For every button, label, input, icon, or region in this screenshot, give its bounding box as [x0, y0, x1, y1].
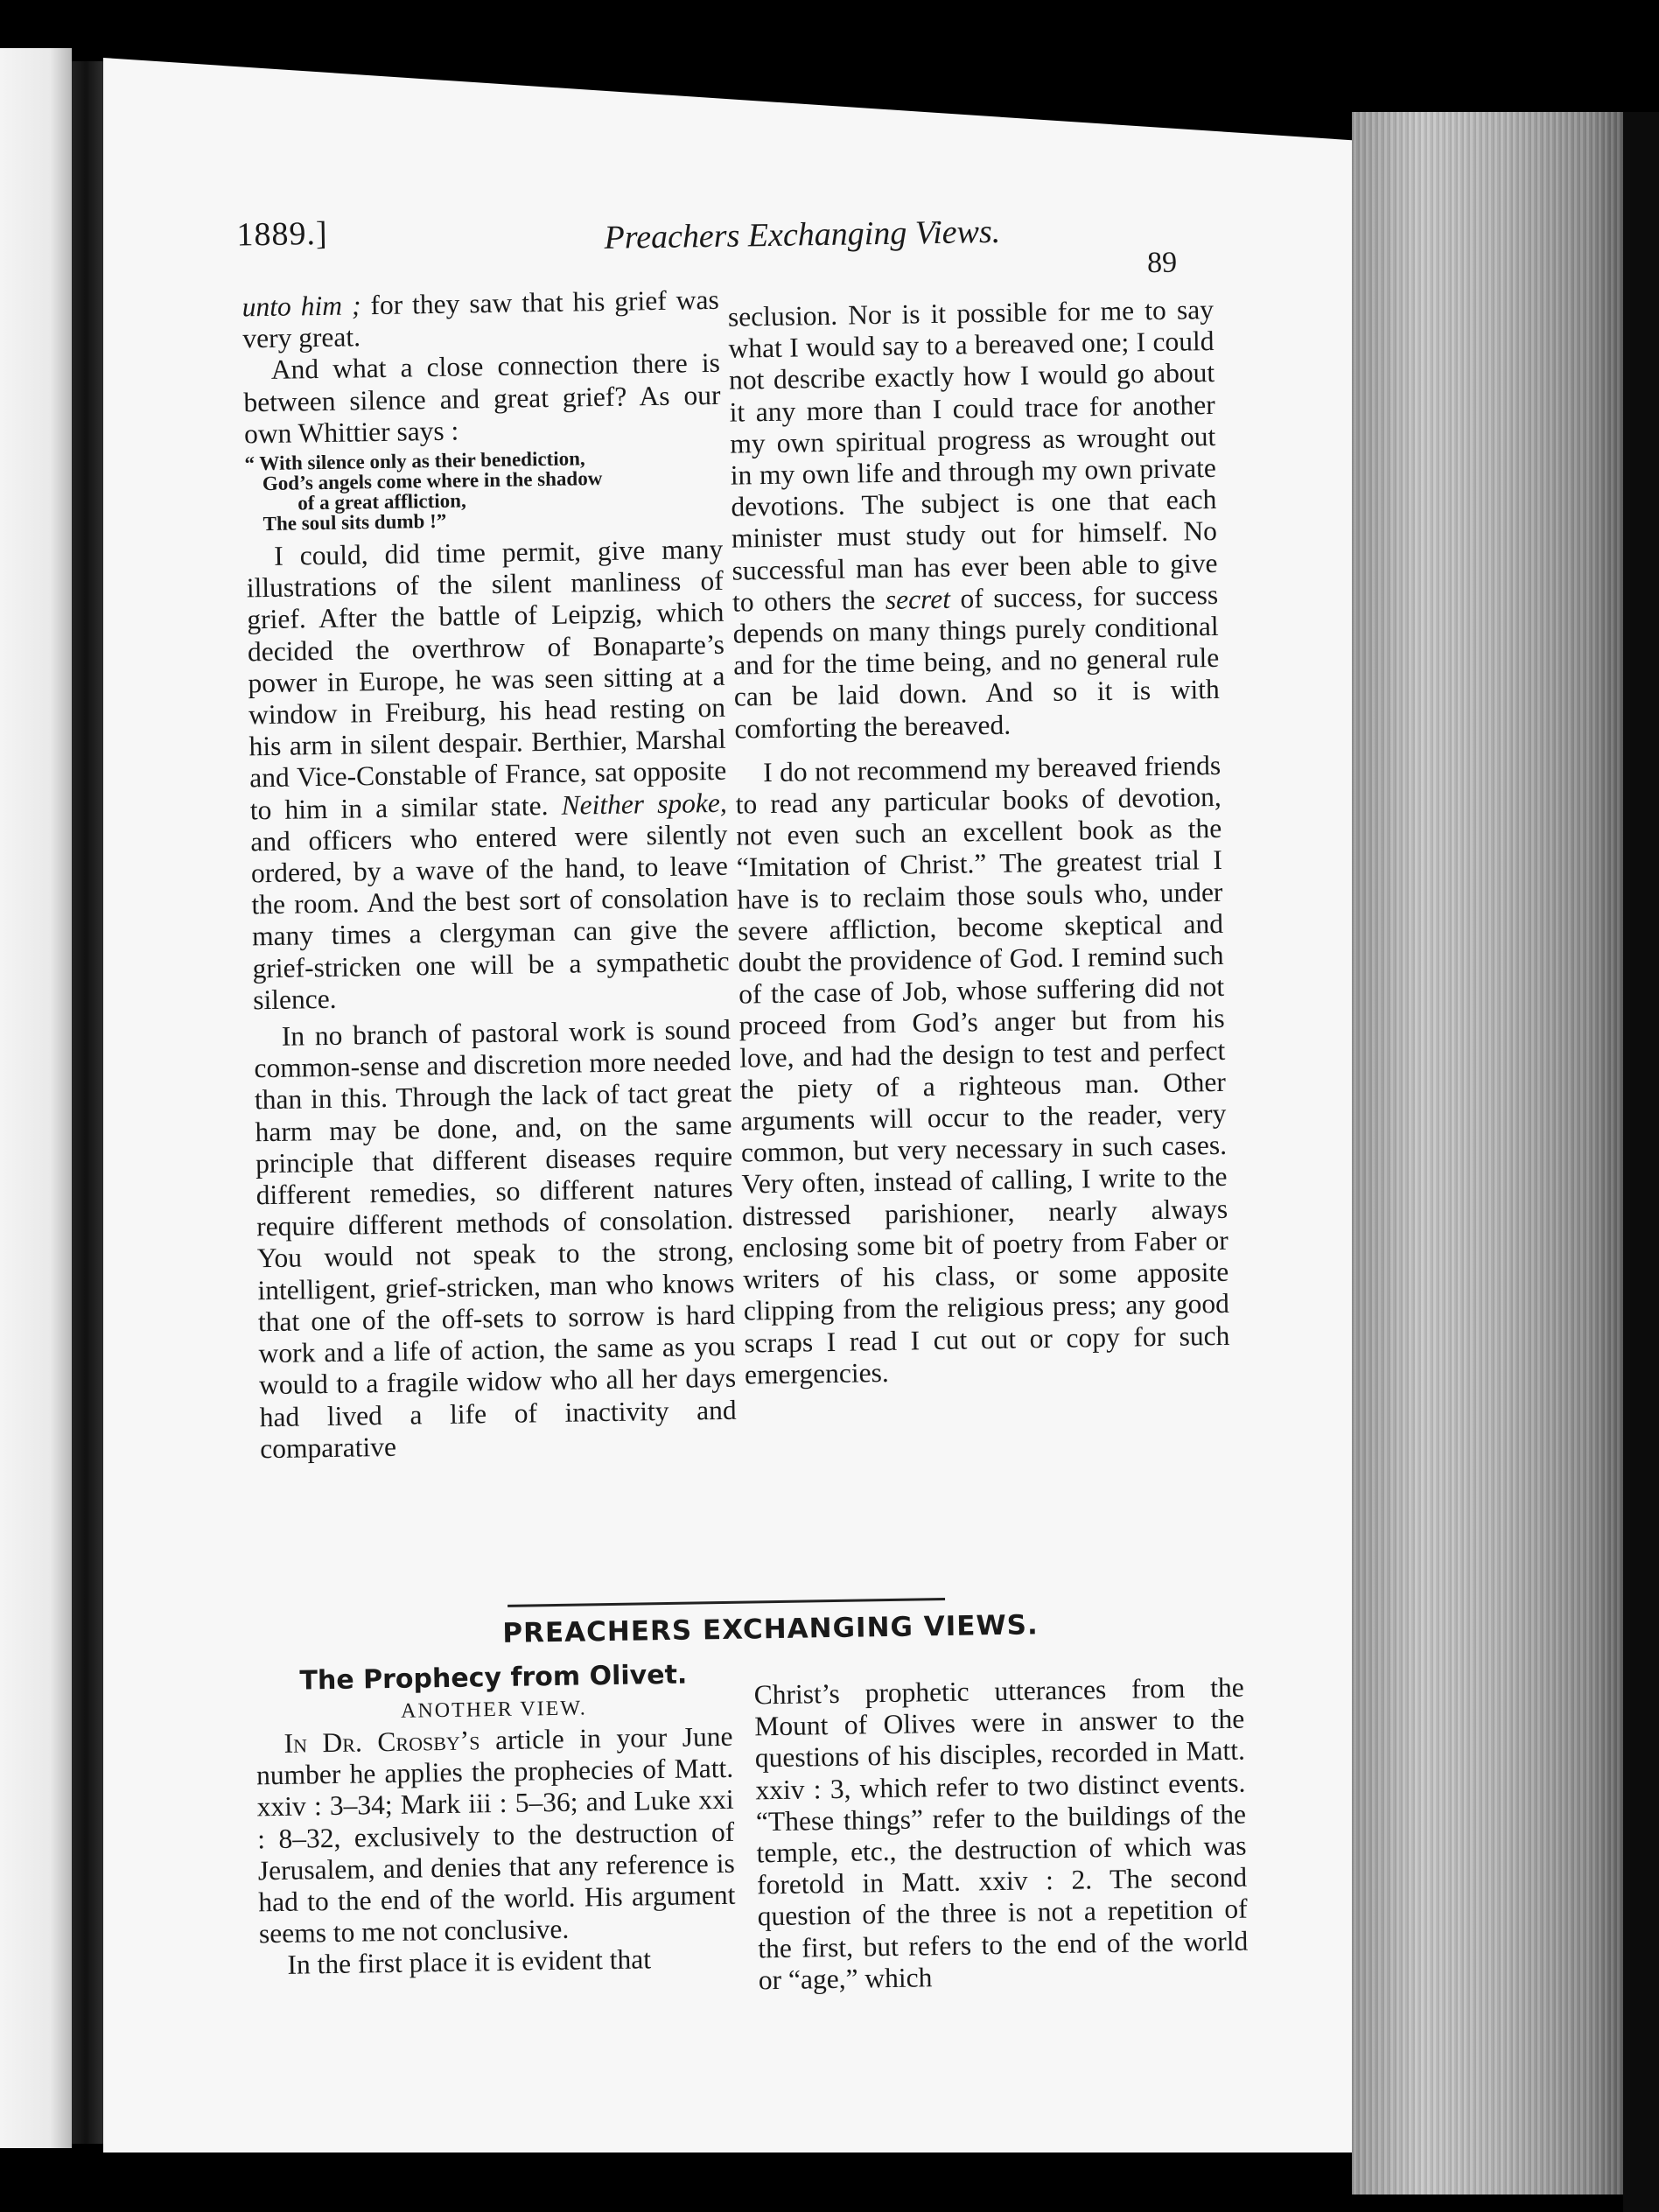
- section-rule: [508, 1598, 945, 1607]
- running-head: [236, 193, 1200, 278]
- verse-line: The soul sits dumb !”: [262, 509, 447, 536]
- paragraph: [242, 284, 719, 355]
- column-4: [753, 1672, 1249, 1997]
- year: 1889.]: [236, 214, 328, 254]
- paragraph-text: and officers who entered were silently ordered, by a wave of the hand, to leave the room. And the best sort of consolation many times a clergyman can give the grief-stricken one will be a sympathetic silence.: [250, 818, 730, 1016]
- paragraph-text: for they saw that his grief was very great.: [242, 284, 719, 354]
- page-number: 89: [1146, 246, 1178, 280]
- paragraph-text: article in your June number he applies the prophecies of Matt. xxiv : 3–34; Mark iii : 5–36; and Luke xxi : 8–32, exclusively to the destruction of Jerusalem, and denies that any reference is had to the end of the world. His argument seems to me not conclusive.: [256, 1720, 736, 1950]
- running-title: Preachers Exchanging Views.: [604, 213, 1001, 256]
- paragraph-text: of success, for success depends on many things purely conditional and for the time being, and no general rule can be laid down. And so it is with comforting the bereaved.: [732, 578, 1221, 745]
- column-2: [728, 294, 1230, 1390]
- column-3: [255, 1658, 737, 1982]
- book-gutter: [72, 61, 107, 2144]
- italic-text: unto him ;: [242, 290, 361, 323]
- verse-line: God’s angels come where in the shadow: [262, 466, 603, 495]
- paragraph: [728, 294, 1221, 745]
- verse-line: “ With silence only as their benediction,: [244, 447, 585, 475]
- paragraph: [256, 1721, 736, 1950]
- italic-text: Neither spoke,: [561, 787, 727, 821]
- paragraph-text: seclusion. Nor is it possible for me to say what I would say to a bereaved one; I could not describe exactly how I would go about it any more than I could trace for another my own spiritual progress as wrought out in my own life and through my own private devotions. The subject is one that each minister must study out for himself. No successful man has ever been able to give to others the: [727, 293, 1218, 618]
- paragraph: I do not recommend my bereaved friends to read any particular books of devotion, not even such an excellent book as the “Imitation of Christ.” The greatest trial I have is to reclaim those souls who, under severe affliction, become skeptical and doubt the providence of God. I remind such of the case of Job, whose suffering did not proceed from God’s anger but from his love, and had the design to test and perfect the piety of a righteous man. Other arguments will occur to the reader, very common, but very necessary in such cases. Very often, instead of calling, I write to the distressed parishioner, nearly always enclosing some bit of poetry from Faber or writers of his class, or some apposite clipping from the religious press; any good scraps I read I cut out or copy for such emergencies.: [735, 749, 1230, 1390]
- paragraph: In the first place it is evident that: [287, 1943, 652, 1981]
- article-title: The Prophecy from Olivet.: [299, 1659, 688, 1697]
- page-edges: [1352, 112, 1630, 2194]
- lead-text: In Dr. Crosby’s: [284, 1725, 480, 1759]
- paragraph: Christ’s prophetic utterances from the Mount of Olives were in answer to the questions of his disciples, recorded in Matt. xxiv : 3, which refer to two distinct events. “These things” refer to the buildings of the temple, etc., the destruction of which was foretold in Matt. xxiv : 2. The second question of the three is not a repetition of the first, but refers to the end of the world or “age,” which: [753, 1671, 1249, 1996]
- paragraph: [246, 534, 730, 1017]
- section-heading: PREACHERS EXCHANGING VIEWS.: [502, 1609, 1039, 1649]
- column-1: [242, 284, 737, 1465]
- italic-text: secret: [885, 583, 951, 615]
- verse-quote: [244, 446, 722, 535]
- article-subtitle: ANOTHER VIEW.: [400, 1697, 587, 1723]
- left-page-edge: [0, 48, 72, 2148]
- paragraph-text: I could, did time permit, give many illustrations of the silent manliness of grief. After the battle of Leipzig, which decided the overthrow of Bonaparte’s power in Europe, he was seen sitting at a window in Freiburg, his head resting on his arm in silent despair. Berthier, Marshal and Vice-Constable of France, sat opposite to him in a similar state.: [246, 533, 727, 825]
- verse-line: of a great affliction,: [298, 489, 466, 514]
- paragraph: In no branch of pastoral work is sound common-sense and discretion more needed than in this. Through the lack of tact great harm may be done, and, on the same principle that different diseases require different remedies, so different natures require different methods of consolation. You would not speak to the strong, intelligent, grief-stricken, man who knows that one of the off-sets to sorrow is hard work and a life of action, the same as you would to a fragile widow who all her days had lived a life of inactivity and comparative: [254, 1013, 737, 1464]
- background-edge: [1623, 112, 1659, 2212]
- paragraph: And what a close connection there is between silence and great grief? As our own Whittier says :: [243, 347, 721, 450]
- page-content: [153, 193, 1249, 2091]
